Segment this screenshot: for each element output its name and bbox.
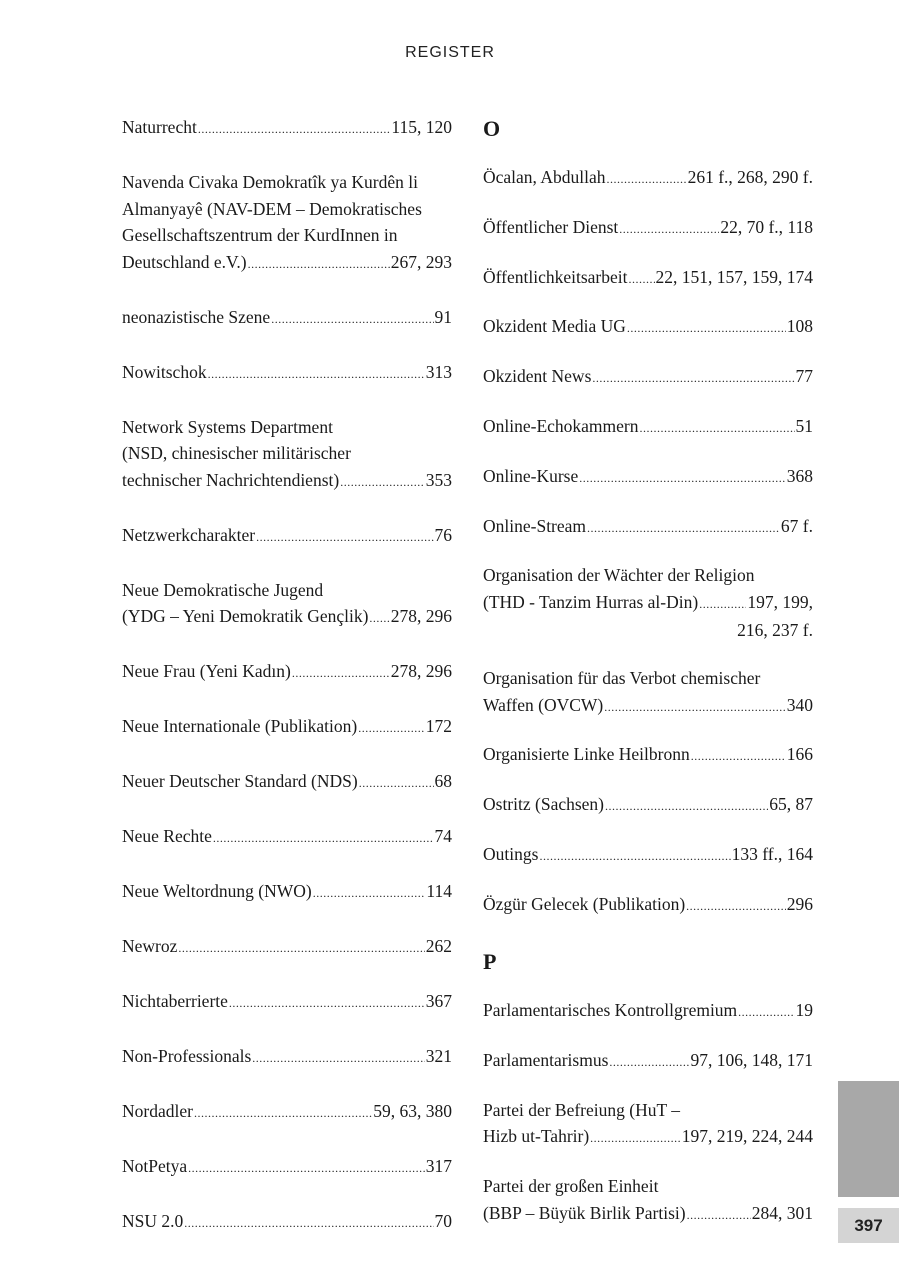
index-entry	[483, 841, 813, 870]
entry-line	[122, 114, 452, 143]
entry-term: NotPetya	[122, 1156, 188, 1176]
entry-term: Deutschland e.V.)	[122, 251, 247, 272]
entry-pages: 77	[795, 366, 813, 387]
entry-pages: 108	[786, 316, 813, 337]
index-entry	[483, 665, 813, 720]
section-letter-o: O	[483, 116, 501, 141]
entry-line	[122, 933, 452, 962]
entry-pages: 172	[425, 716, 452, 736]
entry-line	[483, 692, 813, 721]
entry-term: Online-Stream	[483, 515, 587, 536]
index-entry	[483, 562, 813, 644]
entry-pages: 59, 63, 380	[373, 1101, 452, 1121]
entry-line	[483, 1097, 813, 1124]
entry-line	[483, 589, 813, 618]
dot-leader	[686, 891, 786, 920]
dot-leader	[627, 313, 786, 342]
entry-pages: 197, 199,	[747, 591, 813, 612]
entry-term: Partei der Befreiung (HuT –	[483, 1099, 680, 1120]
entry-term: (THD - Tanzim Hurras al-Din)	[483, 591, 699, 612]
entry-line	[483, 1173, 813, 1200]
entry-line	[483, 1123, 813, 1152]
entry-line	[483, 791, 813, 820]
entry-line	[483, 513, 813, 542]
entry-term: (YDG – Yeni Demokratik Gençlik)	[122, 606, 369, 626]
entry-term: Neue Rechte	[122, 826, 212, 846]
entry-line	[483, 1047, 813, 1076]
entry-pages: 97, 106, 148, 171	[690, 1050, 813, 1071]
entry-line	[483, 413, 813, 442]
entry-pages: 166	[786, 744, 813, 765]
entry-pages: 313	[425, 361, 452, 382]
index-entry	[122, 359, 452, 388]
entry-line	[483, 313, 813, 342]
entry-line	[122, 1208, 452, 1237]
entry-line	[122, 414, 452, 441]
entry-pages: 278, 296	[390, 606, 452, 626]
entry-line	[483, 741, 813, 770]
entry-line	[122, 1098, 452, 1127]
index-entry	[122, 522, 452, 551]
index-entry	[483, 413, 813, 442]
dot-leader	[256, 522, 433, 551]
entry-pages: 68	[434, 771, 452, 791]
index-entry	[483, 363, 813, 392]
entry-line	[483, 841, 813, 870]
entry-term: Waffen (OVCW)	[483, 694, 604, 715]
page-number: 397	[838, 1208, 899, 1243]
index-entry	[122, 1208, 452, 1237]
entry-term: Netzwerkcharakter	[122, 524, 256, 545]
entry-term: Okzident Media UG	[483, 316, 626, 337]
dot-leader	[629, 264, 655, 293]
entry-line	[122, 222, 452, 249]
dot-leader	[340, 467, 425, 496]
entry-term: Organisation für das Verbot chemischer	[483, 668, 761, 689]
entry-pages: 74	[434, 826, 452, 846]
dot-leader	[198, 114, 391, 143]
entry-pages: 67 f.	[780, 515, 813, 536]
entry-term: Naturrecht	[122, 117, 197, 137]
index-entry	[483, 1173, 813, 1228]
entry-term: NSU 2.0	[122, 1211, 184, 1231]
entry-line	[122, 169, 452, 196]
entry-pages: 262	[425, 936, 452, 956]
dot-leader	[592, 363, 794, 392]
entry-term: Neue Weltordnung (NWO)	[122, 881, 312, 901]
entry-pages: 267, 293	[390, 251, 452, 272]
entry-term: Özgür Gelecek (Publikation)	[483, 893, 686, 914]
index-entry	[122, 577, 452, 632]
p-entries	[483, 997, 813, 1228]
entry-term: Network Systems Department	[122, 416, 333, 437]
entry-term: Almanyayê (NAV-DEM – Demokratisches	[122, 198, 422, 219]
entry-pages: 321	[425, 1046, 452, 1066]
entry-line	[122, 359, 452, 388]
o-entries	[483, 164, 813, 919]
left-index-column	[122, 114, 452, 1263]
entry-term: Neuer Deutscher Standard (NDS)	[122, 771, 358, 791]
dot-leader	[606, 164, 686, 193]
entry-term: Hizb ut-Tahrir)	[483, 1126, 590, 1147]
entry-pages: 19	[795, 1000, 813, 1021]
entry-line	[122, 577, 452, 604]
dot-leader	[184, 1208, 433, 1237]
entry-term: Parlamentarismus	[483, 1050, 609, 1071]
running-head: REGISTER	[405, 44, 495, 61]
entry-pages: 22, 70 f., 118	[720, 216, 813, 237]
entry-pages: 91	[434, 306, 452, 327]
entry-line	[122, 467, 452, 496]
right-index-column	[483, 114, 813, 1250]
entry-term: Partei der großen Einheit	[483, 1176, 659, 1197]
section-letter-p: P	[483, 949, 497, 975]
dot-leader	[271, 304, 433, 333]
index-entry	[122, 713, 452, 742]
dot-leader	[579, 463, 785, 492]
dot-leader	[640, 413, 795, 442]
dot-leader	[213, 823, 434, 852]
dot-leader	[604, 692, 786, 721]
index-entry	[122, 768, 452, 797]
entry-term: Nordadler	[122, 1101, 193, 1121]
index-entry	[483, 791, 813, 820]
index-entry	[483, 463, 813, 492]
entry-line	[122, 988, 452, 1017]
index-entry	[122, 878, 452, 907]
entry-line	[122, 768, 452, 797]
entry-line	[122, 878, 452, 907]
index-entry	[122, 304, 452, 333]
entry-line	[483, 463, 813, 492]
entry-line	[122, 1043, 452, 1072]
entry-term: technischer Nachrichtendienst)	[122, 469, 340, 490]
entry-term: Neue Internationale (Publikation)	[122, 716, 358, 736]
index-entry	[483, 1047, 813, 1076]
entry-term: Organisierte Linke Heilbronn	[483, 744, 690, 765]
dot-leader	[292, 658, 390, 687]
entry-term: Nowitschok	[122, 361, 207, 382]
index-entry	[483, 891, 813, 920]
entry-pages: 115, 120	[391, 117, 452, 137]
entry-pages: 284, 301	[751, 1202, 813, 1223]
entry-term: Öffentlicher Dienst	[483, 216, 619, 237]
dot-leader	[188, 1153, 425, 1182]
index-entry	[483, 997, 813, 1026]
entry-term: Online-Kurse	[483, 465, 579, 486]
index-entry	[122, 1153, 452, 1182]
entry-term: Ostritz (Sachsen)	[483, 794, 605, 815]
entry-line	[483, 264, 813, 293]
entry-line	[122, 603, 452, 632]
entry-line	[483, 214, 813, 243]
entry-term: (BBP – Büyük Birlik Partisi)	[483, 1202, 686, 1223]
index-entry	[483, 264, 813, 293]
index-entry	[122, 1043, 452, 1072]
dot-leader	[687, 1200, 751, 1229]
entry-term: Öcalan, Abdullah	[483, 167, 606, 187]
index-entry	[483, 164, 813, 193]
entry-pages: 197, 219, 224, 244	[681, 1126, 813, 1147]
entry-line	[122, 196, 452, 223]
entry-term: Navenda Civaka Demokratîk ya Kurdên li	[122, 172, 418, 192]
index-entry	[483, 214, 813, 243]
dot-leader	[619, 214, 719, 243]
entry-pages: 70	[434, 1211, 452, 1231]
entry-term: neonazistische Szene	[122, 306, 271, 327]
entry-term: (NSD, chinesischer militärischer	[122, 443, 351, 463]
dot-leader	[313, 878, 426, 907]
dot-leader	[587, 513, 780, 542]
entry-pages: 133 ff., 164	[731, 844, 813, 865]
entry-pages: 317	[425, 1156, 452, 1176]
entry-term: Outings	[483, 844, 539, 865]
entry-line	[122, 304, 452, 333]
dot-leader	[539, 841, 730, 870]
index-entry	[122, 823, 452, 852]
entry-term: Newroz	[122, 936, 178, 956]
index-entry	[122, 1098, 452, 1127]
entry-term: Neue Frau (Yeni Kadın)	[122, 661, 291, 681]
entry-term: Öffentlichkeitsarbeit	[483, 266, 628, 287]
entry-line	[483, 562, 813, 589]
dot-leader	[178, 933, 424, 962]
dot-leader	[229, 988, 425, 1017]
entry-line	[122, 823, 452, 852]
dot-leader	[359, 768, 434, 797]
index-entry	[122, 169, 452, 277]
entry-pages: 296	[786, 893, 813, 914]
entry-line	[122, 440, 452, 467]
entry-line	[122, 658, 452, 687]
dot-leader	[691, 741, 786, 770]
entry-pages: 340	[786, 694, 813, 715]
entry-line	[483, 997, 813, 1026]
entry-line	[122, 249, 452, 278]
index-entry	[122, 658, 452, 687]
index-entry	[122, 933, 452, 962]
dot-leader	[605, 791, 768, 820]
entry-pages: 261 f., 268, 290 f.	[687, 167, 813, 187]
dot-leader	[590, 1123, 681, 1152]
entry-pages: 114	[426, 881, 452, 901]
entry-line	[122, 713, 452, 742]
entry-pages: 353	[425, 469, 452, 490]
dot-leader	[358, 713, 425, 742]
dot-leader	[738, 997, 794, 1026]
thumb-tab	[838, 1081, 899, 1197]
index-entry	[483, 313, 813, 342]
entry-pages: 76	[434, 524, 452, 545]
entry-line	[483, 1200, 813, 1229]
dot-leader	[699, 589, 746, 618]
dot-leader	[248, 249, 390, 278]
index-entry	[122, 414, 452, 496]
entry-term: Neue Demokratische Jugend	[122, 579, 324, 600]
entry-pages: 367	[425, 991, 452, 1011]
entry-term: Okzident News	[483, 366, 592, 387]
index-entry	[483, 513, 813, 542]
entry-pages: 22, 151, 157, 159, 174	[655, 266, 813, 287]
entry-term: Non-Professionals	[122, 1046, 252, 1066]
entry-term: Parlamentarisches Kontrollgremium	[483, 1000, 738, 1021]
dot-leader	[369, 603, 389, 632]
dot-leader	[194, 1098, 372, 1127]
entry-line	[122, 1153, 452, 1182]
index-entry	[122, 988, 452, 1017]
entry-line	[483, 665, 813, 692]
dot-leader	[609, 1047, 689, 1076]
index-entry	[483, 1097, 813, 1152]
entry-pages: 278, 296	[390, 661, 452, 681]
entry-pages: 65, 87	[769, 794, 813, 815]
entry-term: Organisation der Wächter der Religion	[483, 565, 755, 586]
entry-term: Gesellschaftszentrum der KurdInnen in	[122, 225, 398, 245]
dot-leader	[208, 359, 425, 388]
entry-pages-continuation: 216, 237 f.	[737, 620, 813, 641]
entry-term: Online-Echokammern	[483, 415, 639, 436]
entry-line	[483, 891, 813, 920]
entry-pages: 51	[795, 415, 813, 436]
entry-line	[483, 363, 813, 392]
index-entry	[122, 114, 452, 143]
index-entry	[483, 741, 813, 770]
entry-line	[483, 164, 813, 193]
dot-leader	[252, 1043, 424, 1072]
entry-line	[122, 522, 452, 551]
entry-term: Nichtaberrierte	[122, 991, 228, 1011]
entry-pages: 368	[786, 465, 813, 486]
